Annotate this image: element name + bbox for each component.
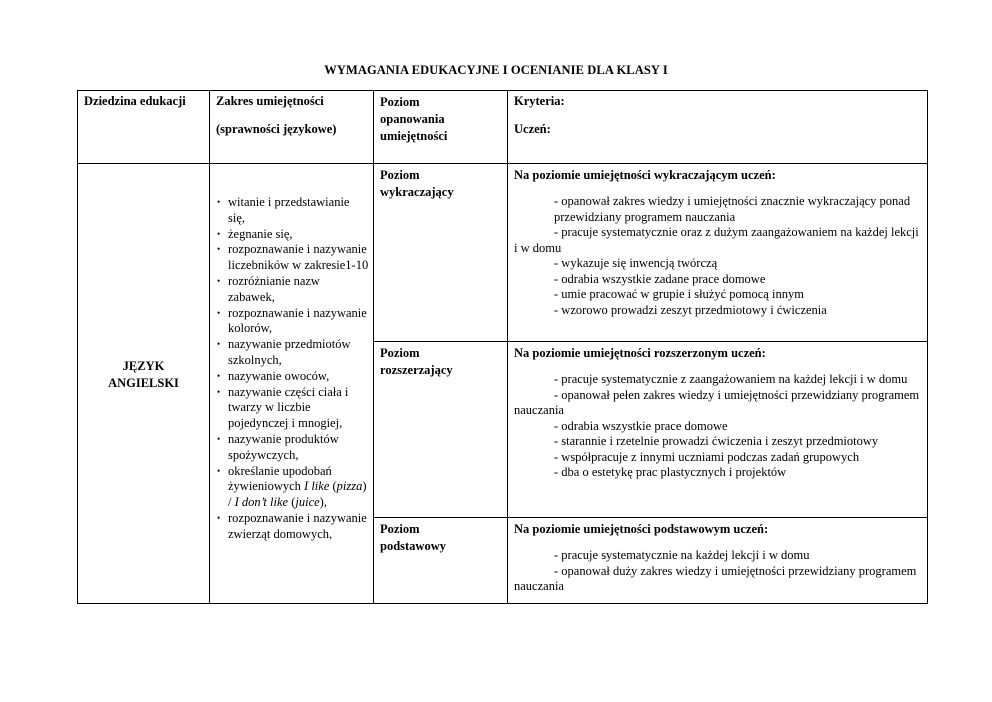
criteria-heading: Na poziomie umiejętności podstawowym uczeń: xyxy=(514,522,769,536)
list-item: • rozpoznawanie i nazywanie kolorów, xyxy=(228,306,369,338)
criteria-item: - pracuje systematycznie na każdej lekcji i w domu xyxy=(554,548,810,562)
criteria-cell xyxy=(508,164,928,342)
skills-cell xyxy=(210,164,374,604)
criteria-item: - umie pracować w grupie i służyć pomocą innym xyxy=(554,287,804,301)
criteria-cell xyxy=(508,518,928,604)
criteria-item: - dba o estetykę prac plastycznych i projektów xyxy=(554,465,787,479)
level-name-cell: Poziom podstawowy xyxy=(374,518,508,604)
criteria-heading: Na poziomie umiejętności rozszerzonym uczeń: xyxy=(514,346,766,360)
criteria-heading: Na poziomie umiejętności wykraczającym uczeń: xyxy=(514,168,776,182)
header-level: Poziom opanowania umiejętności xyxy=(374,91,508,164)
list-item: • nazywanie przedmiotów szkolnych, xyxy=(228,337,369,369)
list-item: • żegnanie się, xyxy=(228,227,369,243)
criteria-item: - opanował zakres wiedzy i umiejętności znacznie wykraczający ponad przewidziany programem nauczania xyxy=(554,194,911,224)
level-name-cell: Poziom wykraczający xyxy=(374,164,508,342)
criteria-item: - odrabia wszystkie zadane prace domowe xyxy=(554,271,766,286)
subject-cell: JĘZYK ANGIELSKI xyxy=(78,164,210,604)
skills-list xyxy=(216,195,369,543)
criteria-item: - pracuje systematycznie z zaangażowaniem na każdej lekcji i w domu xyxy=(554,372,908,386)
criteria-item: - wzorowo prowadzi zeszyt przedmiotowy i ćwiczenia xyxy=(554,302,827,317)
criteria-item: - współpracuje z innymi uczniami podczas zadań grupowych xyxy=(554,449,860,464)
criteria-item: - opanował duży zakres wiedzy i umiejętności przewidziany programem nauczania xyxy=(514,563,917,593)
criteria-item: - wykazuje się inwencją twórczą xyxy=(554,256,718,270)
list-item: • określanie upodobań żywieniowych I like (pizza) / I don’t like (juice), xyxy=(228,464,369,511)
level-name-cell: Poziom rozszerzający xyxy=(374,342,508,518)
header-criteria: Kryteria: Uczeń: xyxy=(508,91,928,164)
header-skills: Zakres umiejętności (sprawności językowe) xyxy=(210,91,374,164)
list-item: • nazywanie produktów spożywczych, xyxy=(228,432,369,464)
list-item: • nazywanie owoców, xyxy=(228,369,369,385)
criteria-item: - opanował pełen zakres wiedzy i umiejętności przewidziany programem nauczania xyxy=(514,387,920,417)
list-item: • witanie i przedstawianie się, xyxy=(228,195,369,227)
table-header-row xyxy=(78,91,928,164)
criteria-cell xyxy=(508,342,928,518)
requirements-table xyxy=(77,90,928,604)
criteria-item: - pracuje systematycznie oraz z dużym zaangażowaniem na każdej lekcji i w domu xyxy=(514,225,919,255)
header-domain: Dziedzina edukacji xyxy=(78,91,210,164)
document-title: WYMAGANIA EDUKACYJNE I OCENIANIE DLA KLASY I xyxy=(324,63,668,77)
list-item: • rozróżnianie nazw zabawek, xyxy=(228,274,369,306)
list-item: • nazywanie części ciała i twarzy w liczbie pojedynczej i mnogiej, xyxy=(228,385,369,432)
criteria-item: - odrabia wszystkie prace domowe xyxy=(554,418,728,433)
list-item: • rozpoznawanie i nazywanie liczebników w zakresie1-10 xyxy=(228,242,369,274)
table-row xyxy=(78,164,928,342)
list-item: • rozpoznawanie i nazywanie zwierząt domowych, xyxy=(228,511,369,543)
criteria-item: - starannie i rzetelnie prowadzi ćwiczenia i zeszyt przedmiotowy xyxy=(554,434,879,448)
